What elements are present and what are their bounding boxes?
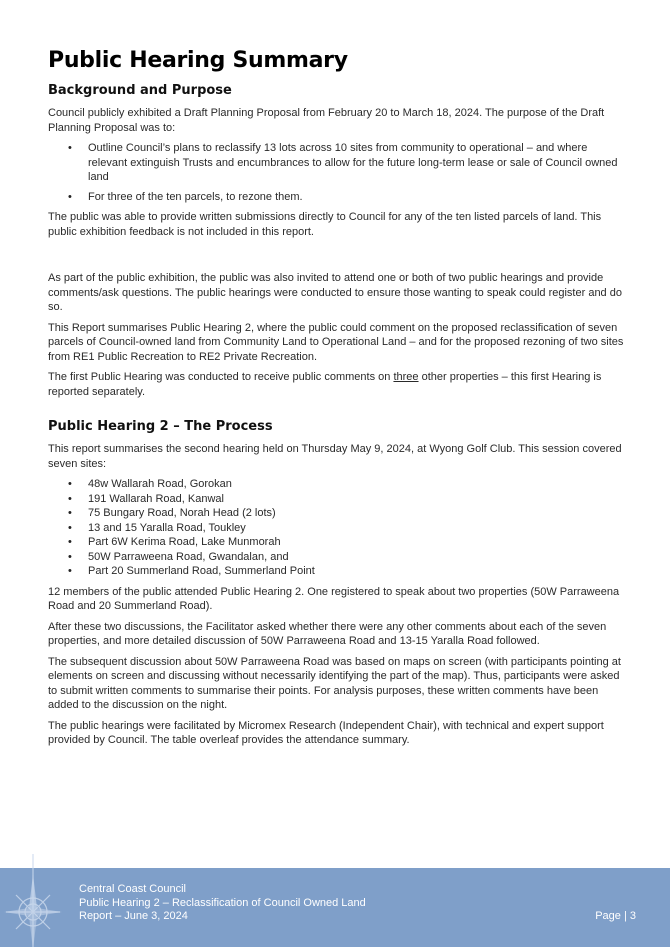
process-paragraph: After these two discussions, the Facilitator asked whether there were any other comments about each of the seven properties, and more detailed discussion of 50W Parraweena Road and 13-15 Yaralla Road followed.: [48, 620, 607, 647]
list-item: • Part 6W Kerima Road, Lake Munmorah: [88, 535, 624, 550]
list-item: • 191 Wallarah Road, Kanwal: [88, 492, 624, 507]
background-paragraph: [48, 370, 624, 399]
background-paragraph: The public was able to provide written submissions directly to Council for any of the ten listed parcels of land. This public exhibition feedback is not included in this report.: [48, 211, 602, 238]
section-heading-background: Background and Purpose: [48, 83, 232, 98]
paragraph-text: The first Public Hearing was conducted to receive public comments on: [48, 371, 394, 383]
list-item: • 48w Wallarah Road, Gorokan: [88, 477, 624, 492]
process-paragraph: 12 members of the public attended Public Hearing 2. One registered to speak about two properties (50W Parraweena Road and 20 Summerland Road).: [48, 585, 620, 612]
page-number: Page | 3: [595, 910, 636, 922]
page-footer: [0, 868, 670, 947]
process-paragraph: The subsequent discussion about 50W Parraweena Road was based on maps on screen (with participants pointing at elements on screen and discussing without necessarily identifying the part of the map). Thus, participants were asked to submit written comments to summarise their points. For analysis purposes, these written comments have been added to the discussion on the night.: [48, 655, 621, 711]
footer-report-date: Report – June 3, 2024: [79, 910, 188, 922]
list-item: • 13 and 15 Yaralla Road, Toukley: [88, 521, 624, 536]
footer-report-title: Public Hearing 2 – Reclassification of Council Owned Land: [79, 896, 366, 909]
list-item: • For three of the ten parcels, to rezone them.: [88, 190, 624, 205]
background-paragraph: This Report summarises Public Hearing 2, where the public could comment on the proposed reclassification of seven parcels of Council-owned land from Community Land to Operational Land – and for the proposed rezoning of two sites from RE1 Public Recreation to RE2 Private Recreation.: [48, 321, 624, 363]
compass-logo-icon: [2, 854, 64, 947]
list-item: • 50W Parraweena Road, Gwandalan, and: [88, 550, 624, 565]
footer-text: [79, 883, 366, 924]
sites-list: [48, 477, 624, 579]
underlined-word: three: [393, 371, 419, 383]
list-item: • 75 Bungary Road, Norah Head (2 lots): [88, 506, 624, 521]
list-item: • Part 20 Summerland Road, Summerland Point: [88, 564, 624, 579]
page-content: [48, 48, 624, 754]
spacer: [48, 405, 624, 419]
purpose-list: [48, 141, 624, 204]
spacer: [48, 245, 624, 271]
section-heading-process: Public Hearing 2 – The Process: [48, 419, 273, 434]
background-paragraph: As part of the public exhibition, the public was also invited to attend one or both of two public hearings and provide comments/ask questions. The public hearings were conducted to ensure those wanting to speak could register and do so.: [48, 272, 622, 313]
list-item: • Outline Council’s plans to reclassify 13 lots across 10 sites from community to operational – and where relevant extinguish Trusts and encumbrances to allow for the future long-term lease or sale of Council owned land: [88, 141, 624, 185]
background-intro: Council publicly exhibited a Draft Planning Proposal from February 20 to March 18, 2024. The purpose of the Draft Planning Proposal was to:: [48, 107, 605, 134]
paragraph-text: other properties – this first Hearing is reported separately.: [48, 371, 602, 398]
process-paragraph: The public hearings were facilitated by Micromex Research (Independent Chair), with technical and expert support provided by Council. The table overleaf provides the attendance summary.: [48, 719, 604, 746]
page-title: Public Hearing Summary: [48, 48, 348, 73]
footer-org: Central Coast Council: [79, 883, 186, 895]
process-intro: This report summarises the second hearing held on Thursday May 9, 2024, at Wyong Golf Club. This session covered seven sites:: [48, 443, 622, 470]
